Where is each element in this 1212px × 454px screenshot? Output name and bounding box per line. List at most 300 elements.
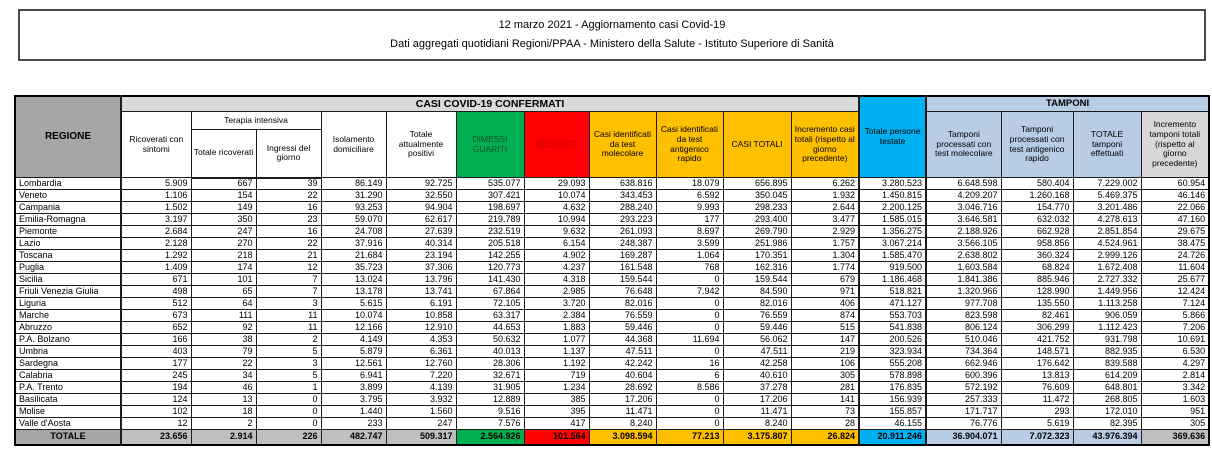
value-cell: 16 xyxy=(256,226,321,238)
report-title: 12 marzo 2021 - Aggiornamento casi Covid-19 xyxy=(498,18,726,31)
value-cell: 12.424 xyxy=(1141,286,1209,298)
value-cell: 1.234 xyxy=(524,382,589,394)
value-cell: 161.548 xyxy=(589,262,656,274)
value-cell: 232.519 xyxy=(456,226,524,238)
value-cell: 24.708 xyxy=(321,226,386,238)
covid-data-table-wrap xyxy=(14,95,1210,446)
value-cell: 44.368 xyxy=(589,334,656,346)
value-cell: 67.864 xyxy=(456,286,524,298)
value-cell: 3.046.716 xyxy=(926,202,1001,214)
value-cell: 39 xyxy=(256,178,321,190)
value-cell: 176.835 xyxy=(859,382,926,394)
value-cell: 34 xyxy=(191,370,256,382)
column-header-isolamento-domiciliare: Isolamento domiciliare xyxy=(321,112,386,178)
value-cell: 9.516 xyxy=(456,406,524,418)
value-cell: 3.280.523 xyxy=(859,178,926,190)
value-cell: 7.124 xyxy=(1141,298,1209,310)
title-box xyxy=(18,9,1206,61)
value-cell: 245 xyxy=(121,370,191,382)
value-cell: 76.559 xyxy=(589,310,656,322)
value-cell: 11 xyxy=(256,310,321,322)
value-cell: 1.757 xyxy=(791,238,859,250)
value-cell: 59.446 xyxy=(589,322,656,334)
value-cell: 174 xyxy=(191,262,256,274)
value-cell: 17.206 xyxy=(589,394,656,406)
value-cell: 3.599 xyxy=(656,238,723,250)
value-cell: 141 xyxy=(791,394,859,406)
value-cell: 37.306 xyxy=(386,262,456,274)
value-cell: 24.726 xyxy=(1141,250,1209,262)
value-cell: 35.723 xyxy=(321,262,386,274)
value-cell: 47.511 xyxy=(723,346,791,358)
region-cell: Puglia xyxy=(15,262,121,274)
report-subtitle: Dati aggregati quotidiani Regioni/PPAA - Ministero della Salute - Istituto Superiore di Sanità xyxy=(390,38,834,51)
value-cell: 1.502 xyxy=(121,202,191,214)
value-cell: 679 xyxy=(791,274,859,286)
value-cell: 6.530 xyxy=(1141,346,1209,358)
value-cell: 21 xyxy=(256,250,321,262)
column-header-totale-attualmente-positivi: Totale attualmente positivi xyxy=(386,112,456,178)
table-row xyxy=(15,226,1209,238)
value-cell: 6.361 xyxy=(386,346,456,358)
total-value-cell: 77.213 xyxy=(656,430,723,445)
value-cell: 29.675 xyxy=(1141,226,1209,238)
value-cell: 2.638.802 xyxy=(926,250,1001,262)
value-cell: 156.939 xyxy=(859,394,926,406)
value-cell: 10.994 xyxy=(524,214,589,226)
value-cell: 662.946 xyxy=(926,358,1001,370)
value-cell: 403 xyxy=(121,346,191,358)
value-cell: 2.985 xyxy=(524,286,589,298)
value-cell: 7.206 xyxy=(1141,322,1209,334)
value-cell: 0 xyxy=(656,310,723,322)
value-cell: 1.292 xyxy=(121,250,191,262)
value-cell: 293.223 xyxy=(589,214,656,226)
value-cell: 3.720 xyxy=(524,298,589,310)
value-cell: 5.879 xyxy=(321,346,386,358)
value-cell: 1.932 xyxy=(791,190,859,202)
value-cell: 159.544 xyxy=(723,274,791,286)
value-cell: 3.201.486 xyxy=(1073,202,1141,214)
value-cell: 1.137 xyxy=(524,346,589,358)
value-cell: 6 xyxy=(656,370,723,382)
value-cell: 3 xyxy=(256,358,321,370)
value-cell: 42.242 xyxy=(589,358,656,370)
table-row xyxy=(15,346,1209,358)
value-cell: 11.471 xyxy=(589,406,656,418)
value-cell: 92 xyxy=(191,322,256,334)
value-cell: 40.314 xyxy=(386,238,456,250)
value-cell: 44.653 xyxy=(456,322,524,334)
value-cell: 248.387 xyxy=(589,238,656,250)
value-cell: 1.560 xyxy=(386,406,456,418)
table-row xyxy=(15,418,1209,430)
value-cell: 4.524.961 xyxy=(1073,238,1141,250)
region-cell: Marche xyxy=(15,310,121,322)
value-cell: 2.200.125 xyxy=(859,202,926,214)
value-cell: 395 xyxy=(524,406,589,418)
value-cell: 2.814 xyxy=(1141,370,1209,382)
value-cell: 4.139 xyxy=(386,382,456,394)
value-cell: 638.816 xyxy=(589,178,656,190)
value-cell: 198.697 xyxy=(456,202,524,214)
value-cell: 1.304 xyxy=(791,250,859,262)
value-cell: 2.384 xyxy=(524,310,589,322)
total-value-cell: 3.175.807 xyxy=(723,430,791,445)
value-cell: 343.453 xyxy=(589,190,656,202)
value-cell: 251.986 xyxy=(723,238,791,250)
value-cell: 38.475 xyxy=(1141,238,1209,250)
value-cell: 73 xyxy=(791,406,859,418)
value-cell: 261.093 xyxy=(589,226,656,238)
value-cell: 62.617 xyxy=(386,214,456,226)
value-cell: 1.356.275 xyxy=(859,226,926,238)
region-cell: Piemonte xyxy=(15,226,121,238)
value-cell: 2.188.926 xyxy=(926,226,1001,238)
value-cell: 5 xyxy=(256,346,321,358)
column-header-totale-tamponi: TOTALE tamponi effettuati xyxy=(1073,112,1141,178)
value-cell: 13.796 xyxy=(386,274,456,286)
value-cell: 6.648.598 xyxy=(926,178,1001,190)
value-cell: 60.954 xyxy=(1141,178,1209,190)
value-cell: 1.113.258 xyxy=(1073,298,1141,310)
value-cell: 417 xyxy=(524,418,589,430)
table-row xyxy=(15,178,1209,190)
value-cell: 12 xyxy=(256,262,321,274)
value-cell: 471.127 xyxy=(859,298,926,310)
value-cell: 13.024 xyxy=(321,274,386,286)
value-cell: 162.316 xyxy=(723,262,791,274)
value-cell: 1.449.956 xyxy=(1073,286,1141,298)
value-cell: 93.253 xyxy=(321,202,386,214)
table-row xyxy=(15,310,1209,322)
value-cell: 120.773 xyxy=(456,262,524,274)
value-cell: 28 xyxy=(791,418,859,430)
value-cell: 16 xyxy=(656,358,723,370)
value-cell: 18.079 xyxy=(656,178,723,190)
value-cell: 977.708 xyxy=(926,298,1001,310)
column-header-incremento-casi-totali: Incremento casi totali (rispetto al giorno precedente) xyxy=(791,112,859,178)
total-value-cell: 2.564.926 xyxy=(456,430,524,445)
value-cell: 72.105 xyxy=(456,298,524,310)
table-row xyxy=(15,358,1209,370)
value-cell: 8.240 xyxy=(589,418,656,430)
value-cell: 4.902 xyxy=(524,250,589,262)
value-cell: 7.942 xyxy=(656,286,723,298)
value-cell: 94.904 xyxy=(386,202,456,214)
value-cell: 1.883 xyxy=(524,322,589,334)
value-cell: 13.178 xyxy=(321,286,386,298)
value-cell: 951 xyxy=(1141,406,1209,418)
total-value-cell: 226 xyxy=(256,430,321,445)
value-cell: 906.059 xyxy=(1073,310,1141,322)
table-row xyxy=(15,394,1209,406)
value-cell: 46 xyxy=(191,382,256,394)
table-row xyxy=(15,214,1209,226)
value-cell: 1 xyxy=(256,382,321,394)
value-cell: 971 xyxy=(791,286,859,298)
value-cell: 111 xyxy=(191,310,256,322)
value-cell: 10.858 xyxy=(386,310,456,322)
value-cell: 0 xyxy=(656,322,723,334)
value-cell: 46.155 xyxy=(859,418,926,430)
value-cell: 1.106 xyxy=(121,190,191,202)
value-cell: 82.016 xyxy=(589,298,656,310)
value-cell: 135.550 xyxy=(1001,298,1073,310)
value-cell: 0 xyxy=(256,394,321,406)
region-cell: P.A. Trento xyxy=(15,382,121,394)
value-cell: 3.932 xyxy=(386,394,456,406)
value-cell: 76.776 xyxy=(926,418,1001,430)
value-cell: 205.518 xyxy=(456,238,524,250)
value-cell: 9.993 xyxy=(656,202,723,214)
value-cell: 0 xyxy=(256,406,321,418)
value-cell: 823.598 xyxy=(926,310,1001,322)
value-cell: 11.472 xyxy=(1001,394,1073,406)
value-cell: 734.364 xyxy=(926,346,1001,358)
value-cell: 1.112.423 xyxy=(1073,322,1141,334)
table-row xyxy=(15,262,1209,274)
region-cell: Molise xyxy=(15,406,121,418)
column-header-casi-test-antigenico: Casi identificati da test antigenico rapido xyxy=(656,112,723,178)
value-cell: 82.016 xyxy=(723,298,791,310)
value-cell: 0 xyxy=(656,406,723,418)
value-cell: 219 xyxy=(791,346,859,358)
value-cell: 406 xyxy=(791,298,859,310)
total-value-cell: 369.636 xyxy=(1141,430,1209,445)
region-cell: Toscana xyxy=(15,250,121,262)
value-cell: 1.260.168 xyxy=(1001,190,1073,202)
value-cell: 0 xyxy=(656,418,723,430)
value-cell: 68.824 xyxy=(1001,262,1073,274)
table-row xyxy=(15,334,1209,346)
value-cell: 47.160 xyxy=(1141,214,1209,226)
value-cell: 5 xyxy=(256,370,321,382)
value-cell: 298.233 xyxy=(723,202,791,214)
region-cell: Veneto xyxy=(15,190,121,202)
value-cell: 885.946 xyxy=(1001,274,1073,286)
value-cell: 82.395 xyxy=(1073,418,1141,430)
region-cell: Liguria xyxy=(15,298,121,310)
value-cell: 3 xyxy=(256,298,321,310)
value-cell: 46.146 xyxy=(1141,190,1209,202)
value-cell: 269.790 xyxy=(723,226,791,238)
value-cell: 141.430 xyxy=(456,274,524,286)
value-cell: 169.287 xyxy=(589,250,656,262)
column-header-ingressi-del-giorno: Ingressi del giorno xyxy=(256,130,321,178)
region-cell: Campania xyxy=(15,202,121,214)
value-cell: 142.255 xyxy=(456,250,524,262)
value-cell: 555.208 xyxy=(859,358,926,370)
value-cell: 128.990 xyxy=(1001,286,1073,298)
value-cell: 12 xyxy=(121,418,191,430)
value-cell: 177 xyxy=(121,358,191,370)
table-row xyxy=(15,190,1209,202)
value-cell: 79 xyxy=(191,346,256,358)
value-cell: 0 xyxy=(656,274,723,286)
value-cell: 350 xyxy=(191,214,256,226)
value-cell: 65 xyxy=(191,286,256,298)
value-cell: 21.684 xyxy=(321,250,386,262)
value-cell: 86.149 xyxy=(321,178,386,190)
value-cell: 47.511 xyxy=(589,346,656,358)
value-cell: 323.934 xyxy=(859,346,926,358)
value-cell: 1.440 xyxy=(321,406,386,418)
value-cell: 2 xyxy=(256,334,321,346)
value-cell: 293 xyxy=(1001,406,1073,418)
value-cell: 2.644 xyxy=(791,202,859,214)
table-row xyxy=(15,322,1209,334)
table-row xyxy=(15,274,1209,286)
region-cell: Basilicata xyxy=(15,394,121,406)
column-header-totale-persone-testate: Totale persone testate xyxy=(859,96,926,178)
value-cell: 580.404 xyxy=(1001,178,1073,190)
value-cell: 149 xyxy=(191,202,256,214)
value-cell: 2.727.332 xyxy=(1073,274,1141,286)
column-header-ricoverati-con-sintomi: Ricoverati con sintomi xyxy=(121,112,191,178)
value-cell: 6.941 xyxy=(321,370,386,382)
value-cell: 515 xyxy=(791,322,859,334)
value-cell: 421.752 xyxy=(1001,334,1073,346)
total-value-cell: 36.904.071 xyxy=(926,430,1001,445)
value-cell: 578.898 xyxy=(859,370,926,382)
total-value-cell: 509.317 xyxy=(386,430,456,445)
value-cell: 22 xyxy=(256,190,321,202)
value-cell: 510.046 xyxy=(926,334,1001,346)
value-cell: 667 xyxy=(191,178,256,190)
value-cell: 648.801 xyxy=(1073,382,1141,394)
value-cell: 12.166 xyxy=(321,322,386,334)
value-cell: 8.697 xyxy=(656,226,723,238)
value-cell: 76.559 xyxy=(723,310,791,322)
value-cell: 931.798 xyxy=(1073,334,1141,346)
value-cell: 17.206 xyxy=(723,394,791,406)
value-cell: 92.725 xyxy=(386,178,456,190)
value-cell: 3.342 xyxy=(1141,382,1209,394)
value-cell: 37.916 xyxy=(321,238,386,250)
region-cell: P.A. Bolzano xyxy=(15,334,121,346)
total-value-cell: 3.098.594 xyxy=(589,430,656,445)
value-cell: 305 xyxy=(1141,418,1209,430)
value-cell: 219.789 xyxy=(456,214,524,226)
value-cell: 50.632 xyxy=(456,334,524,346)
value-cell: 12.760 xyxy=(386,358,456,370)
value-cell: 1.585.015 xyxy=(859,214,926,226)
total-value-cell: 7.072.323 xyxy=(1001,430,1073,445)
value-cell: 31.290 xyxy=(321,190,386,202)
table-row xyxy=(15,406,1209,418)
region-cell: Lazio xyxy=(15,238,121,250)
total-label-cell: TOTALE xyxy=(15,430,121,445)
value-cell: 3.477 xyxy=(791,214,859,226)
region-cell: Abruzzo xyxy=(15,322,121,334)
value-cell: 247 xyxy=(191,226,256,238)
value-cell: 1.585.470 xyxy=(859,250,926,262)
value-cell: 385 xyxy=(524,394,589,406)
value-cell: 233 xyxy=(321,418,386,430)
value-cell: 5.615 xyxy=(321,298,386,310)
value-cell: 4.318 xyxy=(524,274,589,286)
value-cell: 27.639 xyxy=(386,226,456,238)
value-cell: 56.062 xyxy=(723,334,791,346)
value-cell: 7.576 xyxy=(456,418,524,430)
value-cell: 154.770 xyxy=(1001,202,1073,214)
header-sub-row xyxy=(15,112,1209,130)
value-cell: 512 xyxy=(121,298,191,310)
value-cell: 42.258 xyxy=(723,358,791,370)
value-cell: 6.154 xyxy=(524,238,589,250)
value-cell: 64 xyxy=(191,298,256,310)
value-cell: 1.186.468 xyxy=(859,274,926,286)
value-cell: 13 xyxy=(191,394,256,406)
value-cell: 0 xyxy=(256,418,321,430)
value-cell: 37.278 xyxy=(723,382,791,394)
value-cell: 3.899 xyxy=(321,382,386,394)
value-cell: 23.194 xyxy=(386,250,456,262)
value-cell: 719 xyxy=(524,370,589,382)
value-cell: 288.240 xyxy=(589,202,656,214)
value-cell: 22 xyxy=(191,358,256,370)
total-value-cell: 43.976.394 xyxy=(1073,430,1141,445)
value-cell: 32.671 xyxy=(456,370,524,382)
group-header-terapia-intensiva: Terapia intensiva xyxy=(191,112,321,130)
value-cell: 2.851.854 xyxy=(1073,226,1141,238)
value-cell: 8.240 xyxy=(723,418,791,430)
value-cell: 148.571 xyxy=(1001,346,1073,358)
region-cell: Sicilia xyxy=(15,274,121,286)
region-cell: Calabria xyxy=(15,370,121,382)
value-cell: 3.566.105 xyxy=(926,238,1001,250)
value-cell: 29.093 xyxy=(524,178,589,190)
value-cell: 1.450.815 xyxy=(859,190,926,202)
value-cell: 1.672.408 xyxy=(1073,262,1141,274)
column-header-casi-test-molecolare: Casi identificati da test molecolare xyxy=(589,112,656,178)
total-value-cell: 101.564 xyxy=(524,430,589,445)
value-cell: 13.741 xyxy=(386,286,456,298)
value-cell: 170.351 xyxy=(723,250,791,262)
column-header-totale-ricoverati: Totale ricoverati xyxy=(191,130,256,178)
value-cell: 7 xyxy=(256,286,321,298)
value-cell: 5.866 xyxy=(1141,310,1209,322)
group-header-tamponi: TAMPONI xyxy=(926,96,1209,112)
value-cell: 4.237 xyxy=(524,262,589,274)
value-cell: 3.795 xyxy=(321,394,386,406)
table-header xyxy=(15,96,1209,178)
value-cell: 200.526 xyxy=(859,334,926,346)
table-row xyxy=(15,250,1209,262)
value-cell: 5.469.375 xyxy=(1073,190,1141,202)
value-cell: 307.421 xyxy=(456,190,524,202)
value-cell: 76.648 xyxy=(589,286,656,298)
value-cell: 541.838 xyxy=(859,322,926,334)
value-cell: 7.220 xyxy=(386,370,456,382)
value-cell: 38 xyxy=(191,334,256,346)
value-cell: 23 xyxy=(256,214,321,226)
value-cell: 40.610 xyxy=(723,370,791,382)
covid-data-table xyxy=(14,95,1210,446)
value-cell: 614.209 xyxy=(1073,370,1141,382)
value-cell: 652 xyxy=(121,322,191,334)
value-cell: 124 xyxy=(121,394,191,406)
value-cell: 1.077 xyxy=(524,334,589,346)
value-cell: 147 xyxy=(791,334,859,346)
value-cell: 10.074 xyxy=(321,310,386,322)
value-cell: 8.586 xyxy=(656,382,723,394)
value-cell: 4.149 xyxy=(321,334,386,346)
column-header-tamponi-molecolare: Tamponi processati con test molecolare xyxy=(926,112,1001,178)
value-cell: 6.592 xyxy=(656,190,723,202)
region-column-header: REGIONE xyxy=(15,96,121,178)
